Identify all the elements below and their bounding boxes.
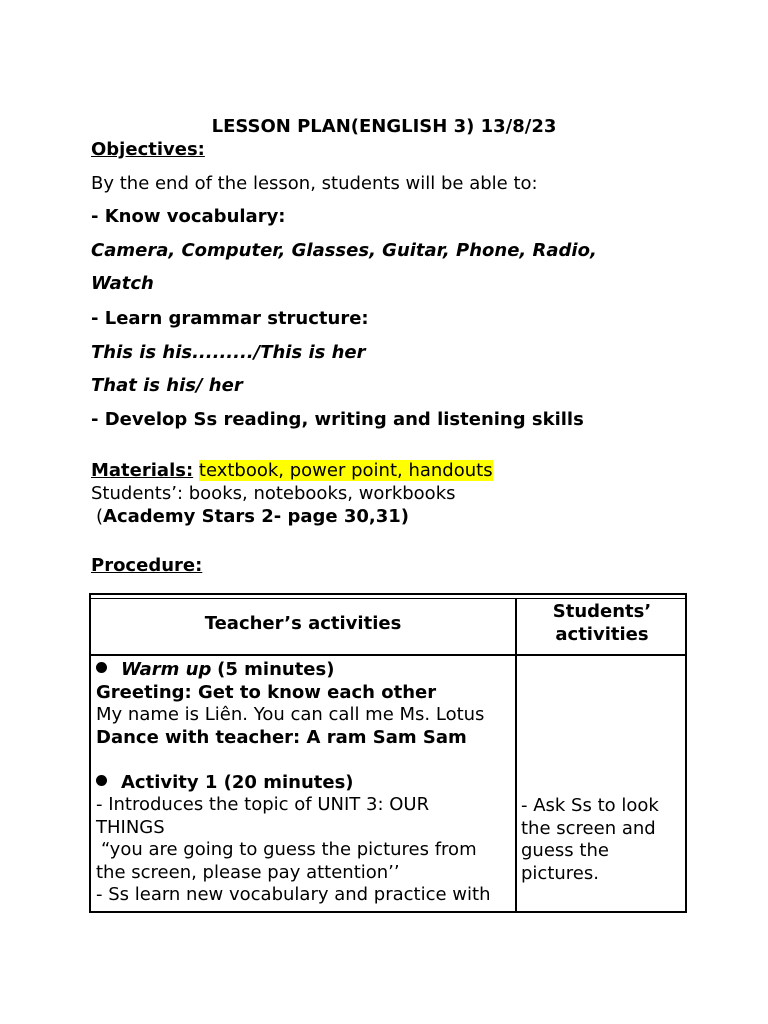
objectives-heading: Objectives: [91,139,205,160]
book-reference: (Academy Stars 2- page 30,31) [96,506,410,527]
grammar-line-2: That is his/ her [91,375,243,396]
greeting-line: Greeting: Get to know each other [96,681,437,703]
teacher-line-3: “you are going to guess the pictures from [101,839,477,860]
page-title: LESSON PLAN(ENGLISH 3) 13/8/23 [211,116,557,137]
header-students-activities: Students’ activities [552,601,652,645]
student-line-4: pictures. [521,862,599,884]
grammar-line-1: This is his........./This is her [91,342,366,363]
vocab-line-1: Camera, Computer, Glasses, Guitar, Phone, Radio, [91,240,597,261]
procedure-table [89,593,687,913]
materials-teacher-items: textbook, power point, handouts [198,460,493,481]
table-header-divider [91,654,685,656]
dance-line: Dance with teacher: A ram Sam Sam [96,726,467,748]
grammar-label: - Learn grammar structure: [91,308,369,329]
activity1-heading: Activity 1 (20 minutes) [96,772,512,795]
procedure-heading: Procedure: [91,555,203,576]
objectives-intro: By the end of the lesson, students will be able to: [91,173,538,194]
materials-line [91,460,493,482]
vocab-label: - Know vocabulary: [91,206,286,227]
teacher-line-2: THINGS [96,816,165,838]
student-line-2: the screen and [521,817,656,839]
student-line-3: guess the [521,840,609,861]
teacher-activities-cell [96,659,512,907]
bullet-icon [96,662,107,673]
table-top-double-rule [91,598,685,599]
blank-line [96,749,512,772]
teacher-line-5: - Ss learn new vocabulary and practice with [96,884,491,905]
teacher-line-1: - Introduces the topic of UNIT 3: OUR [96,794,430,815]
skills-line: - Develop Ss reading, writing and listening skills [91,409,584,430]
materials-heading: Materials: [91,460,194,481]
bullet-icon [96,775,107,786]
students-activities-cell [521,795,687,885]
teacher-line-4: the screen, please pay attention’’ [96,861,400,883]
header-teacher-activities: Teacher’s activities [204,613,402,634]
warmup-heading: Warm up (5 minutes) [96,659,512,682]
student-line-1: - Ask Ss to look [521,795,659,816]
intro-name-line: My name is Liên. You can call me Ms. Lotus [96,704,485,725]
materials-students: Students’: books, notebooks, workbooks [91,483,456,504]
book-reference-text: Academy Stars 2- page 30,31) [103,506,410,527]
vocab-line-2: Watch [91,273,154,294]
